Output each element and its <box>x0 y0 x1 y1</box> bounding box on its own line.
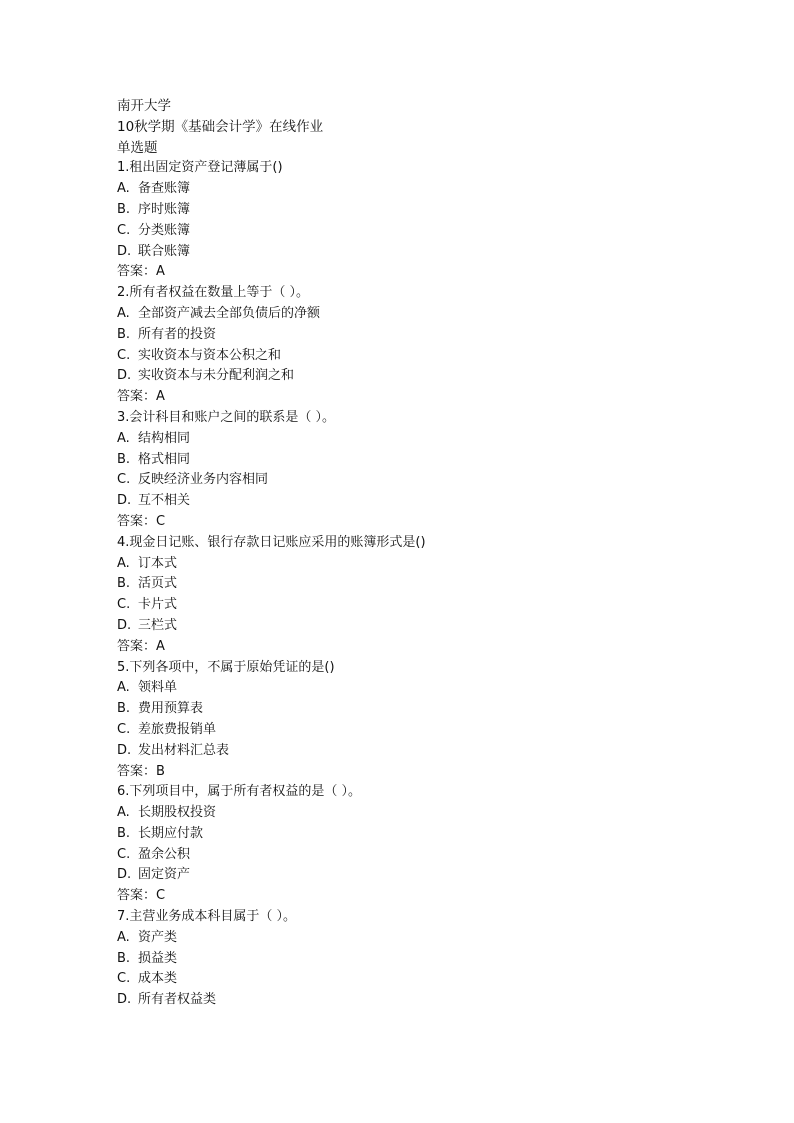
option-letter: D. <box>117 243 132 259</box>
answer-label: 答案： <box>117 638 157 654</box>
option-text: 长期股权投资 <box>138 805 217 821</box>
document-page <box>117 96 717 1011</box>
option-letter: A. <box>117 555 130 571</box>
option-letter: B. <box>117 451 131 467</box>
option-text: 全部资产减去全部负债后的净额 <box>138 305 321 321</box>
option-letter: C. <box>117 347 131 363</box>
option-row <box>117 928 717 949</box>
option-row <box>117 429 717 450</box>
option-text: 卡片式 <box>138 597 178 613</box>
question-block <box>117 782 717 907</box>
answer-label: 答案： <box>117 264 157 280</box>
option-letter: A. <box>117 929 130 945</box>
option-row <box>117 491 717 512</box>
option-text: 备查账簿 <box>138 181 191 197</box>
option-row <box>117 678 717 699</box>
option-letter: C. <box>117 846 131 862</box>
answer-label: 答案： <box>117 763 157 779</box>
option-row <box>117 824 717 845</box>
question-stem: 5.下列各项中，不属于原始凭证的是() <box>117 659 335 675</box>
question-block <box>117 158 717 283</box>
answer-value: A <box>156 638 165 654</box>
question-block <box>117 283 717 408</box>
option-row <box>117 450 717 471</box>
option-text: 领料单 <box>138 680 178 696</box>
answer-value: A <box>156 389 165 405</box>
answer-label: 答案： <box>117 888 157 904</box>
option-text: 损益类 <box>138 950 178 966</box>
option-letter: A. <box>117 805 130 821</box>
option-row <box>117 304 717 325</box>
answer-line <box>117 512 717 533</box>
option-row <box>117 990 717 1011</box>
option-row <box>117 325 717 346</box>
question-stem: 4.现金日记账、银行存款日记账应采用的账簿形式是() <box>117 534 426 550</box>
answer-line <box>117 262 717 283</box>
option-letter: D. <box>117 368 132 384</box>
option-text: 分类账簿 <box>138 222 191 238</box>
option-text: 三栏式 <box>138 617 178 633</box>
option-row <box>117 969 717 990</box>
option-text: 资产类 <box>138 929 178 945</box>
answer-value: C <box>156 513 166 529</box>
option-text: 盈余公积 <box>138 846 191 862</box>
question-stem: 7.主营业务成本科目属于（ ）。 <box>117 909 297 925</box>
option-letter: C. <box>117 597 131 613</box>
option-row <box>117 574 717 595</box>
option-text: 联合账簿 <box>138 243 191 259</box>
answer-label: 答案： <box>117 389 157 405</box>
question-list <box>117 158 717 1011</box>
option-text: 固定资产 <box>138 867 191 883</box>
question-stem: 3.会计科目和账户之间的联系是（ ）。 <box>117 409 336 425</box>
option-row <box>117 741 717 762</box>
option-row <box>117 865 717 886</box>
question-block <box>117 408 717 533</box>
option-letter: D. <box>117 617 132 633</box>
section-title: 单选题 <box>117 139 158 156</box>
option-letter: B. <box>117 326 131 342</box>
option-row <box>117 595 717 616</box>
option-letter: C. <box>117 721 131 737</box>
option-text: 长期应付款 <box>138 825 204 841</box>
option-letter: D. <box>117 493 132 509</box>
option-letter: D. <box>117 992 132 1008</box>
option-letter: A. <box>117 305 130 321</box>
option-row <box>117 554 717 575</box>
option-text: 结构相同 <box>138 430 191 446</box>
question-stem: 2.所有者权益在数量上等于（ ）。 <box>117 285 310 301</box>
option-row <box>117 803 717 824</box>
option-text: 活页式 <box>138 576 178 592</box>
option-text: 所有者的投资 <box>138 326 217 342</box>
option-letter: C. <box>117 222 131 238</box>
option-row <box>117 949 717 970</box>
option-text: 订本式 <box>138 555 178 571</box>
option-letter: B. <box>117 950 131 966</box>
option-letter: C. <box>117 971 131 987</box>
option-row <box>117 221 717 242</box>
option-row <box>117 616 717 637</box>
option-text: 格式相同 <box>138 451 191 467</box>
school-name: 南开大学 <box>117 98 171 114</box>
option-row <box>117 200 717 221</box>
option-row <box>117 366 717 387</box>
option-row <box>117 346 717 367</box>
option-text: 实收资本与未分配利润之和 <box>138 368 295 384</box>
option-letter: B. <box>117 825 131 841</box>
option-text: 序时账簿 <box>138 201 191 217</box>
option-text: 所有者权益类 <box>138 992 217 1008</box>
option-letter: B. <box>117 201 131 217</box>
option-text: 差旅费报销单 <box>138 721 217 737</box>
option-letter: B. <box>117 701 131 717</box>
answer-line <box>117 886 717 907</box>
option-row <box>117 699 717 720</box>
option-letter: A. <box>117 680 130 696</box>
option-letter: D. <box>117 867 132 883</box>
course-title: 10秋学期《基础会计学》在线作业 <box>117 118 324 135</box>
option-row <box>117 179 717 200</box>
option-text: 互不相关 <box>138 493 191 509</box>
answer-label: 答案： <box>117 513 157 529</box>
question-stem: 1.租出固定资产登记薄属于() <box>117 160 283 176</box>
option-letter: C. <box>117 472 131 488</box>
option-letter: A. <box>117 430 130 446</box>
answer-value: B <box>156 763 165 779</box>
option-row <box>117 845 717 866</box>
option-letter: D. <box>117 742 132 758</box>
question-block <box>117 533 717 658</box>
option-text: 成本类 <box>138 971 178 987</box>
answer-line <box>117 762 717 783</box>
option-letter: A. <box>117 181 130 197</box>
option-letter: B. <box>117 576 131 592</box>
option-row <box>117 720 717 741</box>
option-text: 实收资本与资本公积之和 <box>138 347 282 363</box>
answer-value: C <box>156 888 166 904</box>
option-text: 反映经济业务内容相同 <box>138 472 269 488</box>
question-block <box>117 658 717 783</box>
option-text: 发出材料汇总表 <box>138 742 230 758</box>
option-text: 费用预算表 <box>138 701 204 717</box>
option-row <box>117 470 717 491</box>
answer-value: A <box>156 264 165 280</box>
answer-line <box>117 637 717 658</box>
question-stem: 6.下列项目中，属于所有者权益的是（ ）。 <box>117 784 362 800</box>
option-row <box>117 242 717 263</box>
answer-line <box>117 387 717 408</box>
question-block <box>117 907 717 1011</box>
